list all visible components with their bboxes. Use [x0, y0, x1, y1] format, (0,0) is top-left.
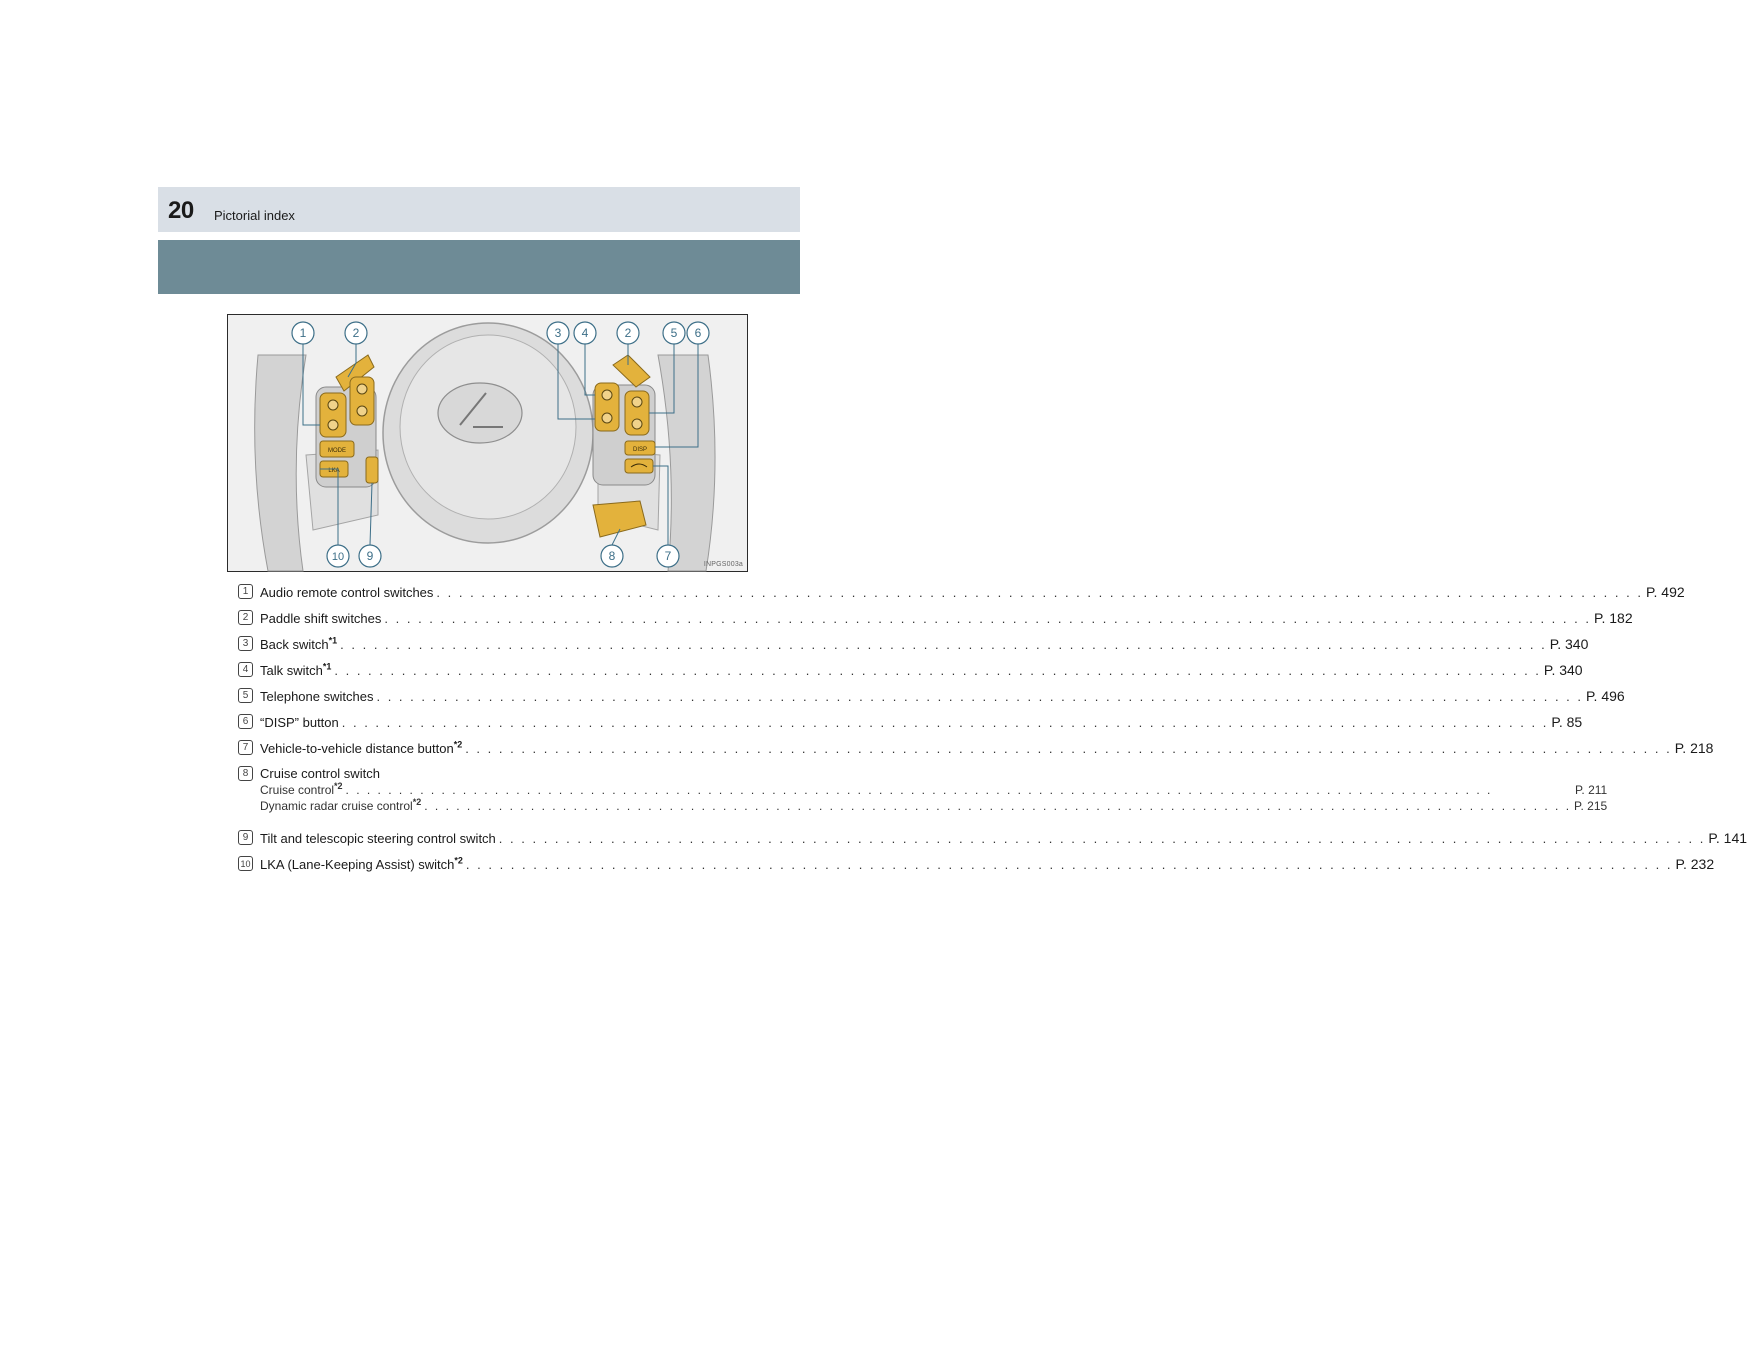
- seek-up-icon: [357, 384, 367, 394]
- callout-3-label: 3: [554, 326, 562, 340]
- item-label: Cruise control switch: [260, 766, 380, 781]
- item-number-badge: 6: [238, 714, 253, 729]
- callout-8-label: 8: [608, 549, 616, 563]
- phone-off-icon: [632, 419, 642, 429]
- callout-6-label: 6: [694, 326, 702, 340]
- item-label: Audio remote control switches: [260, 585, 434, 600]
- leader-dots: [334, 663, 1541, 679]
- callout-5-label: 5: [670, 326, 678, 340]
- footnote-marker: *2: [412, 797, 422, 807]
- leader-dots: [342, 715, 1549, 731]
- page-reference-link[interactable]: P. 492: [1645, 584, 1685, 600]
- leader-dots: [499, 831, 1706, 847]
- page-reference-link[interactable]: P. 340: [1549, 636, 1589, 652]
- item-label: Telephone switches: [260, 689, 374, 704]
- title-band: [158, 240, 800, 294]
- footnote-marker: *2: [334, 781, 343, 791]
- list-item: [238, 830, 1747, 856]
- item-label: “DISP” button: [260, 715, 339, 730]
- list-item: [238, 714, 1583, 740]
- page-reference-link[interactable]: P. 85: [1551, 714, 1583, 730]
- list-item: [238, 739, 1714, 766]
- page-reference-link[interactable]: P. 218: [1674, 740, 1714, 756]
- item-number-badge: 10: [238, 856, 253, 871]
- leader-dots: [346, 782, 1572, 798]
- item-number-badge: 9: [238, 830, 253, 845]
- phone-on-icon: [632, 397, 642, 407]
- callout-9-label: 9: [366, 549, 374, 563]
- footnote-marker: *1: [322, 661, 332, 672]
- callout-4-label: 4: [581, 326, 589, 340]
- section-title: Pictorial index: [214, 208, 295, 223]
- item-label: Vehicle-to-vehicle distance button$^{*2}$: [260, 739, 463, 756]
- leader-dots: [384, 611, 1591, 627]
- steering-wheel-illustration: [228, 315, 747, 571]
- leader-dots: [465, 741, 1672, 757]
- callout-10-label: 10: [331, 551, 345, 563]
- volume-down-icon: [328, 420, 338, 430]
- page-reference-link[interactable]: P. 211: [1574, 783, 1608, 797]
- list-item: [238, 584, 1685, 610]
- item-label: Tilt and telescopic steering control switch: [260, 831, 496, 846]
- seek-down-icon: [357, 406, 367, 416]
- item-number-badge: 2: [238, 610, 253, 625]
- list-item: [238, 688, 1625, 714]
- item-label: Back switch$^{*1}$: [260, 635, 338, 652]
- item-number-badge: 1: [238, 584, 253, 599]
- list-item: [238, 855, 1715, 882]
- back-icon: [602, 413, 612, 423]
- item-number-badge: 7: [238, 740, 253, 755]
- brand-emblem: [438, 383, 522, 443]
- leader-dots: [376, 689, 1583, 705]
- lka-button-label: LKA: [328, 468, 340, 474]
- callout-2-left-label: 2: [352, 326, 360, 340]
- disp-button-label: DISP: [632, 447, 648, 453]
- item-label: LKA (Lane-Keeping Assist) switch$^{*2}$: [260, 855, 463, 872]
- page-reference-link[interactable]: P. 141: [1708, 830, 1747, 846]
- page-reference-link[interactable]: P. 232: [1675, 856, 1715, 872]
- list-item: [238, 610, 1633, 636]
- callout-legend-list: [238, 584, 1747, 882]
- figure-code: INPGS003a: [703, 561, 743, 568]
- list-item: [238, 661, 1583, 688]
- item-label: Paddle shift switches: [260, 611, 382, 626]
- footnote-marker: *1: [328, 635, 338, 646]
- item-number-badge: 5: [238, 688, 253, 703]
- callout-1-label: 1: [299, 326, 307, 340]
- page-reference-link[interactable]: P. 215: [1574, 799, 1608, 813]
- volume-up-icon: [328, 400, 338, 410]
- item-number-badge: 4: [238, 662, 253, 677]
- item-label: Talk switch$^{*1}$: [260, 661, 332, 678]
- callout-7-label: 7: [664, 549, 672, 563]
- page-reference-link[interactable]: P. 182: [1593, 610, 1633, 626]
- callout-2-right-label: 2: [624, 326, 632, 340]
- list-item: [238, 766, 1608, 830]
- distance-button: [625, 459, 653, 473]
- footnote-marker: *2: [454, 855, 463, 866]
- leader-dots: [340, 637, 1547, 653]
- tilt-telescopic-switch: [366, 457, 378, 483]
- item-number-badge: 8: [238, 766, 253, 781]
- talk-icon: [602, 390, 612, 400]
- page-reference-link[interactable]: P. 340: [1543, 662, 1583, 678]
- list-item: [238, 635, 1589, 662]
- page-number: 20: [168, 197, 194, 224]
- page-reference-link[interactable]: P. 496: [1586, 688, 1625, 704]
- leader-dots: [436, 585, 1643, 601]
- sub-item-label: Dynamic radar cruise control$^{*2}$: [260, 797, 422, 813]
- leader-dots: [466, 857, 1673, 873]
- sub-item-label: Cruise control$^{*2}$: [260, 781, 343, 797]
- steering-wheel-figure: [227, 314, 748, 572]
- footnote-marker: *2: [453, 739, 463, 750]
- mode-button-label: MODE: [328, 448, 346, 454]
- leader-dots: [424, 798, 1571, 814]
- item-number-badge: 3: [238, 636, 253, 651]
